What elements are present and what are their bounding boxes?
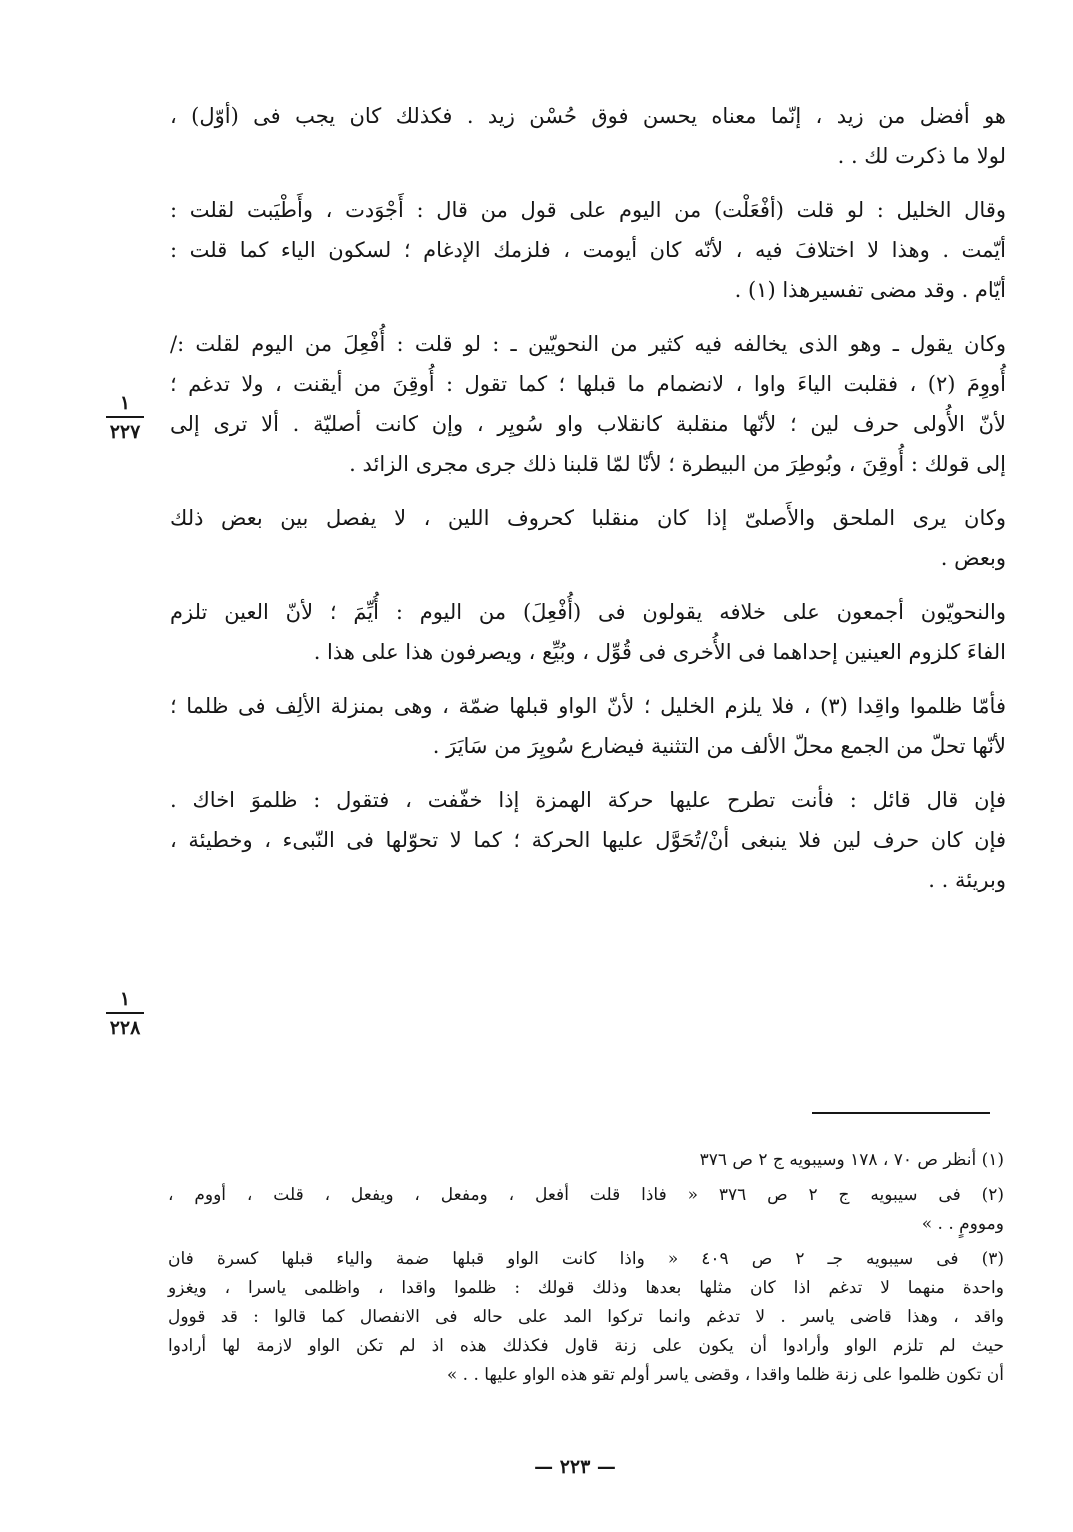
text-line: الفاءَ كلزوم العينين إحداهما فى الأُخرى فى قُوِّل ، وبُيِّع ، ويصرفون هذا على هذا . [313,640,1006,664]
text-line: والنحويّون أجمعون على خلافه يقولون فى (أُفْعِلَ) من اليوم : أُيِّمَ ؛ لأنّ العين تلزم [170,600,1006,624]
footnote-line: حيث لم تلزم الواو وأرادوا أن يكون على زنة قاول فكذلك هذه اذ لم تكن الواو لازمة لها أرادوا [168,1336,1004,1356]
text-line: فأمّا ظلموا واقِدا (٣) ، فلا يلزم الخليل ؛ لأنّ الواو قبلها ضمّة ، وهى بمنزلة الألِف فى ظلما ؛ [170,694,1006,718]
text-line: إلى قولك : أُوقِنَ ، وبُوطِرَ من البيطرة ؛ لأنّا لمّا قلبنا ذلك جرى مجرى الزائد . [349,452,1006,476]
text-line: وكان يقول ـ وهو الذى يخالفه فيه كثير من النحويّين ـ : لو قلت : أُفْعِلَ من اليوم لقلت :/ [170,332,1006,356]
page-number: — ٢٢٣ — [534,1456,616,1478]
margin-page-reference [95,392,155,443]
main-text [170,96,1006,900]
footnote-line: واقد ، وهذا قاضى ياسر . لا تدغم وانما تركوا المد على حاله فى الانفصال كما قالوا : قد قوول [168,1307,1004,1327]
paragraph [170,592,1006,672]
paragraph [170,190,1006,310]
margin-page-reference [95,988,155,1039]
margin-reference-bar [106,416,144,418]
margin-reference-numerator: ١ [119,988,131,1010]
footnote-line: (٣) فى سيبويه جـ ٢ ص ٤٠٩ « واذا كانت الواو قبلها ضمة والياء قبلها كسرة فان [168,1249,1004,1269]
text-line: فإن كان حرف لين فلا ينبغى أنْ/تُحَوَّل عليها الحركة ؛ كما لا تحوّلها فى النّبىء ، وخطيئة ، [170,828,1006,852]
footnote [168,1181,1004,1239]
text-line: لأنّ الأُولى حرف لين ؛ لأنّها منقلبة كانقلاب واو سُويِر ، وإن كانت أصليّة . ألا ترى إلى [170,412,1006,436]
footnote [168,1245,1004,1390]
paragraph [170,96,1006,176]
text-line: وبريئة . . [928,868,1006,892]
footnote-line: أن تكون ظلموا على زنة ظلما واقدا ، وقضى ياسر أولم تقو هذه الواو عليها . . » [446,1365,1004,1385]
text-line: هو أفضل من زيد ، إنّما معناه يحسن فوق حُسْن زيد . فكذلك كان يجب فى (أوّل) ، [170,104,1006,128]
text-line: وقال الخليل : لو قلت (أفْعَلْت) من اليوم على قول من قال : أَجْوَدت ، وأَطْيَبت لقلت : [170,198,1006,222]
paragraph [170,498,1006,578]
paragraph [170,780,1006,900]
text-line: فإن قال قائل : فأنت تطرح عليها حركة الهمزة إذا خفّفت ، فتقول : ظلموَ اخاك . [170,788,1006,812]
margin-reference-denominator: ٢٢٨ [109,1017,141,1039]
text-line: لأنّها تحلّ من الجمع محلّ الألف من التثنية فيضارع سُويِرَ من سَايَرَ . [432,734,1006,758]
text-line: أيّمت . وهذا لا اختلافَ فيه ، لأنّه كان أيومت ، فلزمك الإدغام ؛ لسكون الياء كما قلت : [170,238,1006,262]
footnote-line: واحدة منهما لا تدغم اذا كان مثلها بعدها وذلك قولك : ظلموا واقدا ، واظلمى ياسرا ، ويغزو [168,1278,1004,1298]
footnotes [168,1146,1004,1390]
footnote-line: (١) أنظر ص ٧٠ ، ١٧٨ وسيبويه ج ٢ ص ٣٧٦ [699,1150,1004,1170]
footnote-line: (٢) فى سيبويه ج ٢ ص ٣٧٦ « فاذا قلت أفعل ، ومفعل ، ويفعل ، قلت ، أووم ، [168,1185,1004,1205]
footnote-line: وموومٍ . . » [921,1214,1004,1234]
margin-reference-numerator: ١ [119,392,131,414]
margin-reference-denominator: ٢٢٧ [109,421,141,443]
text-line: وبعض . [940,546,1006,570]
paragraph [170,686,1006,766]
footnote-separator [812,1112,990,1114]
text-line: وكان يرى الملحق والأَصلىّ إذا كان منقلبا كحروف اللين ، لا يفصل بين بعض ذلك [170,506,1006,530]
text-line: لولا ما ذكرت لك . . [837,144,1006,168]
text-line: أُووِمَ (٢) ، فقلبت الياءَ واوا ، لانضمام ما قبلها ؛ كما تقول : أُوقِنَ من أيقنت ، ولا تدغم ؛ [170,372,1006,396]
footnote [168,1146,1004,1175]
text-line: أيّام . وقد مضى تفسيرهذا (١) . [734,278,1006,302]
paragraph [170,324,1006,484]
margin-reference-bar [106,1012,144,1014]
